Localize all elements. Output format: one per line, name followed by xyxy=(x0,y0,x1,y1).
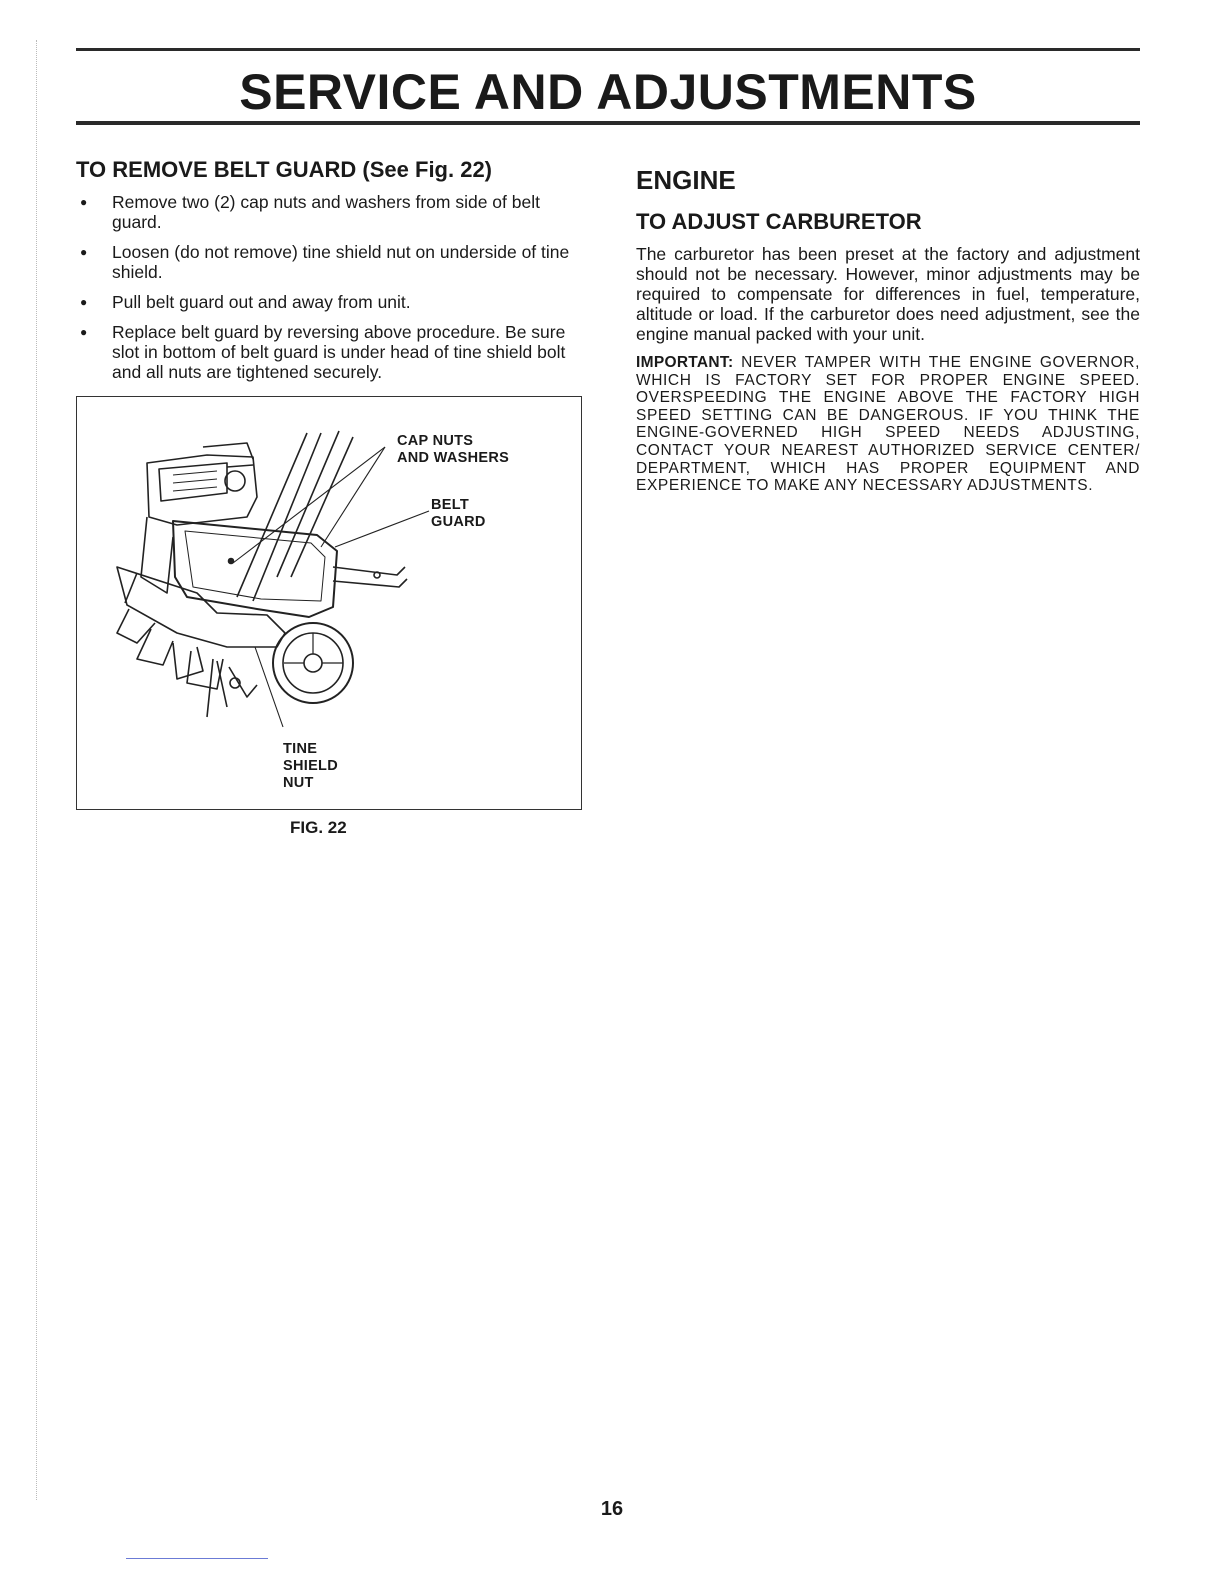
step-text: Remove two (2) cap nuts and washers from side of belt guard. xyxy=(112,192,540,232)
step-text: Loosen (do not remove) tine shield nut on underside of tine shield. xyxy=(112,242,570,282)
callout-and-washers: AND WASHERS xyxy=(397,450,510,466)
belt-guard-steps xyxy=(76,192,582,382)
list-item xyxy=(76,292,582,312)
carburetor-paragraph: The carburetor has been preset at the factory and adjustment should not be necessary. However, minor adjustments may be required to compensate for differences in fuel, temperature, altitude or load. If the carburetor does need adjustment, see the engine manual packed with your unit. xyxy=(636,244,1140,344)
list-item xyxy=(76,322,582,382)
callout-tine: TINE xyxy=(283,741,318,757)
remove-belt-guard-heading: TO REMOVE BELT GUARD (See Fig. 22) xyxy=(76,157,493,182)
footer-line xyxy=(126,1558,268,1559)
bullet-icon: ● xyxy=(80,295,88,309)
important-notice xyxy=(636,354,1140,495)
title-top-rule xyxy=(76,48,1140,51)
page-title: SERVICE AND ADJUSTMENTS xyxy=(239,64,977,120)
page-margin-line xyxy=(36,40,37,1500)
callout-belt: BELT xyxy=(431,497,469,513)
step-text: Pull belt guard out and away from unit. xyxy=(112,292,411,312)
right-column xyxy=(636,166,1140,495)
left-column xyxy=(76,156,582,392)
title-bottom-rule xyxy=(76,121,1140,125)
callout-guard: GUARD xyxy=(431,514,486,530)
step-text: Replace belt guard by reversing above procedure. Be sure slot in bottom of belt guard is under head of tine shield bolt and all nuts are tightened securely. xyxy=(112,322,566,382)
list-item xyxy=(76,242,582,282)
page-number: 16 xyxy=(600,1498,624,1520)
bullet-icon: ● xyxy=(80,195,88,209)
figure-22 xyxy=(76,396,582,810)
important-text: NEVER TAMPER WITH THE ENGINE GOVERNOR, WHICH IS FACTORY SET FOR PROPER ENGINE SPEED. OVERSPEEDING THE ENGINE ABOVE THE FACTORY HIGH SPEED SETTING CAN BE DANGEROUS. IF YOU THINK THE ENGINE-GOVERNED HIGH SPEED NEEDS ADJUSTING, CONTACT YOUR NEAREST AUTHORIZED SERVICE CENTER/ DEPARTMENT, WHICH HAS PROPER EQUIPMENT AND EXPERIENCE TO MAKE ANY NECESSARY ADJUSTMENTS. xyxy=(636,354,1140,495)
callout-shield: SHIELD xyxy=(283,758,338,774)
bullet-icon: ● xyxy=(80,325,88,339)
callout-nut: NUT xyxy=(283,775,314,791)
engine-heading: ENGINE xyxy=(636,165,736,195)
list-item xyxy=(76,192,582,232)
callout-cap-nuts: CAP NUTS xyxy=(397,433,474,449)
figure-caption: FIG. 22 xyxy=(290,818,347,837)
adjust-carburetor-heading: TO ADJUST CARBURETOR xyxy=(636,209,922,234)
bullet-icon: ● xyxy=(80,245,88,259)
important-label: IMPORTANT: xyxy=(636,354,734,371)
